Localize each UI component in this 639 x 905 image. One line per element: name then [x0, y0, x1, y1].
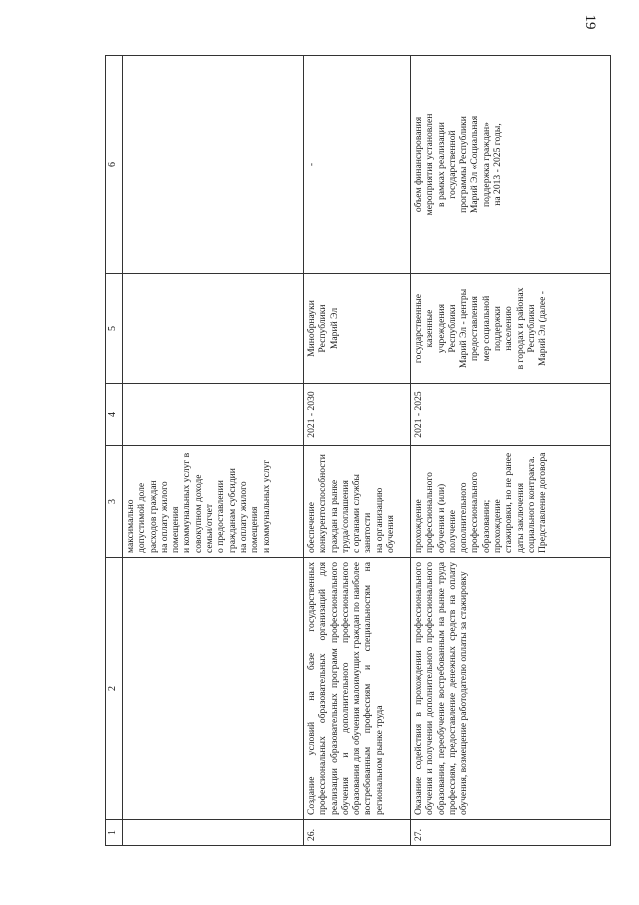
- header-col-5: 5: [106, 274, 123, 384]
- measures-table: [105, 55, 611, 846]
- header-col-6: 6: [106, 56, 123, 274]
- table-header-row: [106, 56, 123, 846]
- executor-text: государственные казенные учреждения Республики Марий Эл - центры предоставления мер социальной поддержки населению в городах и районах Республики Марий Эл (далее -: [413, 287, 549, 370]
- financing-cell: [304, 56, 411, 274]
- table-row: [411, 56, 611, 846]
- result-cell: [123, 446, 304, 558]
- table-row: [123, 56, 304, 846]
- result-cell: [411, 446, 611, 558]
- page-number: 19: [582, 14, 599, 30]
- header-col-4: 4: [106, 384, 123, 446]
- result-cell: [304, 446, 411, 558]
- executor-cell: [411, 274, 611, 384]
- header-col-3: 3: [106, 446, 123, 558]
- header-col-1: 1: [106, 820, 123, 846]
- result-text: максимально допустимой доле расходов граждан на оплату жилого помещения и коммунальных услуг в совокупном доходе семьи/отчет о предоставлении гражданам субсидии на оплату жилого помещения и коммунальных услуг: [125, 452, 272, 553]
- rotated-table-container: [105, 56, 625, 846]
- row-number: 27.: [411, 820, 611, 846]
- financing-text: объем финансирования мероприятия установлен в рамках реализации государственной программы Республики Марий Эл «Социальная поддержка граждан» на 2013 - 2025 годы,: [413, 113, 504, 216]
- executor-cell: [304, 274, 411, 384]
- financing-text: -: [306, 162, 317, 167]
- header-col-2: 2: [106, 558, 123, 820]
- measure-cell: Создание условий на базе государственных профессиональных образовательных организаций для реализации образовательных программ профессионального обучения и дополнительного профессионального образования для обучения малоимущих граждан по наиболее востребованным профессиям и специальностям на региональном рынке труда: [304, 558, 411, 820]
- executor-text: Минобрнауки Республики Марий Эл: [306, 300, 340, 357]
- executor-cell: [123, 274, 304, 384]
- result-text: прохождение профессионального обучения и (или) получение дополнительного профессионального образования; прохождение стажировки, но не ранее даты заключения социального контракта. Представление договора: [413, 452, 549, 553]
- financing-cell: [123, 56, 304, 274]
- measure-cell: Оказание содействия в прохождении профессионального обучения и получении дополнительного профессионального образования, переобучение востребованным на рынке труда профессиям, предоставление денежных средств на оплату обучения, возмещение работодателю оплаты за стажировку: [411, 558, 611, 820]
- measure-cell: [123, 558, 304, 820]
- table-row: [304, 56, 411, 846]
- period-cell: [123, 384, 304, 446]
- row-number: 26.: [304, 820, 411, 846]
- row-number: [123, 820, 304, 846]
- financing-cell: [411, 56, 611, 274]
- result-text: обеспечение конкурентоспособности граждан на рынке труда/соглашения с органами службы занятости на организацию обучения: [306, 454, 397, 553]
- period-cell: 2021 - 2030: [304, 384, 411, 446]
- period-cell: 2021 - 2025: [411, 384, 611, 446]
